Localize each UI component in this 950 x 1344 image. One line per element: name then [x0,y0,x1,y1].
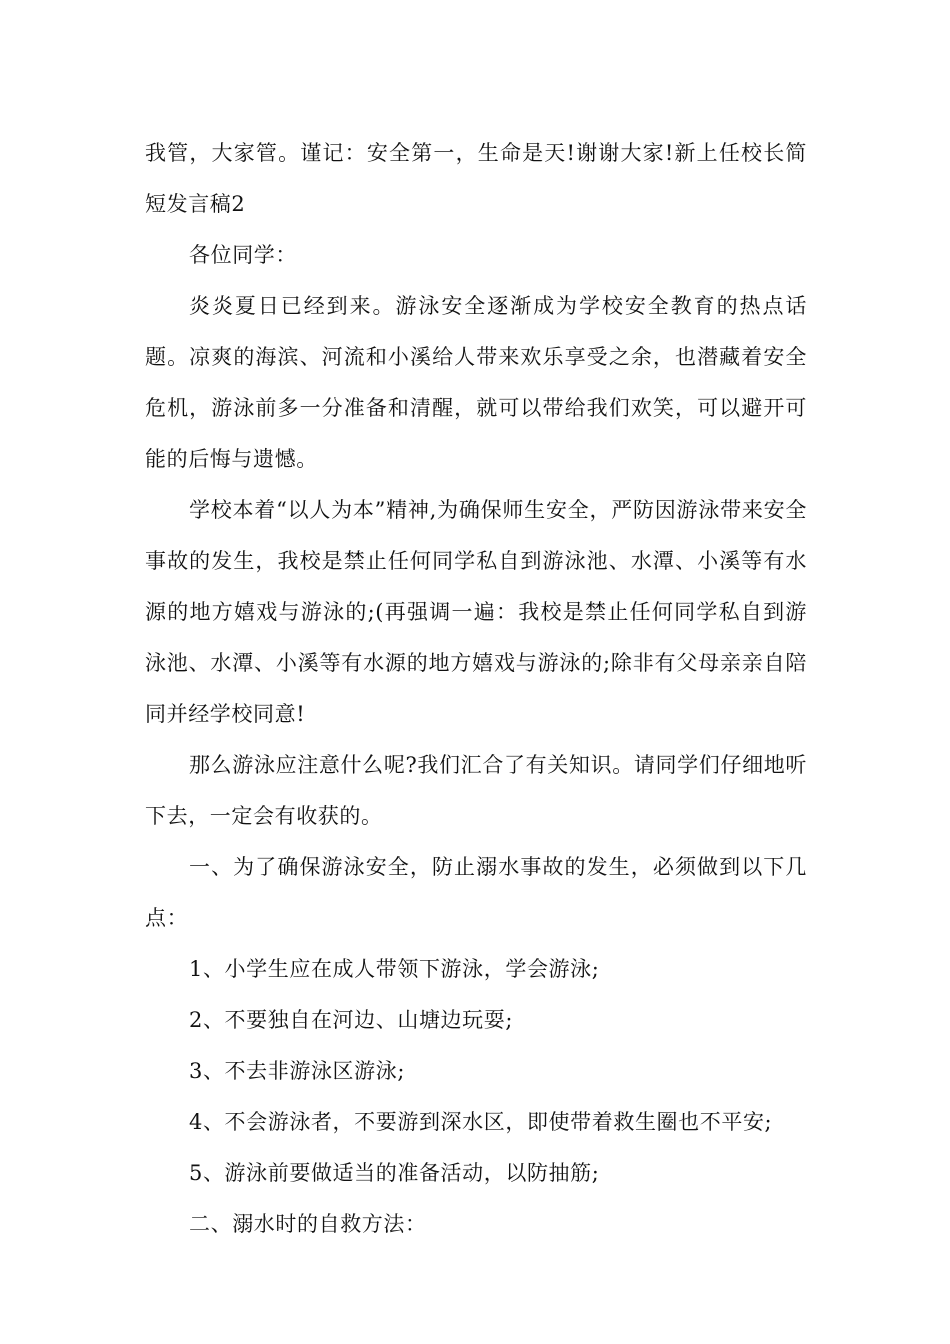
list-item: 2、不要独自在河边、山塘边玩耍; [189,1008,514,1032]
list-item: 3、不去非游泳区游泳; [189,1059,406,1083]
list-item: 4、不会游泳者，不要游到深水区，即使带着救生圈也不平安; [189,1110,773,1134]
list-item: 1、小学生应在成人带领下游泳，学会游泳; [189,957,600,981]
paragraph-summer-intro: 炎炎夏日已经到来。游泳安全逐渐成为学校安全教育的热点话题。凉爽的海滨、河流和小溪给人带来欢乐享受之余，也潜藏着安全危机，游泳前多一分准备和清醒，就可以带给我们欢笑，可以避开可能的后悔与遗憾。 [145,294,807,471]
list-item: 5、游泳前要做适当的准备活动，以防抽筋; [189,1161,600,1185]
paragraph-greeting: 各位同学： [189,243,297,267]
paragraph-knowledge-intro: 那么游泳应注意什么呢?我们汇合了有关知识。请同学们仔细地听下去，一定会有收获的。 [145,753,807,828]
paragraph-closing: 我管，大家管。谨记：安全第一，生命是天!谢谢大家!新上任校长简短发言稿2 [145,141,807,216]
section-heading-2: 二、溺水时的自救方法： [189,1212,427,1236]
paragraph-school-policy: 学校本着“以人为本”精神,为确保师生安全，严防因游泳带来安全事故的发生，我校是禁止任何同学私自到游泳池、水潭、小溪等有水源的地方嬉戏与游泳的;(再强调一遍：我校是禁止任何同学私自到游泳池、水潭、小溪等有水源的地方嬉戏与游泳的;除非有父母亲亲自陪同并经学校同意! [145,498,807,726]
document-body [145,128,807,1250]
section-heading-1: 一、为了确保游泳安全，防止溺水事故的发生，必须做到以下几点： [145,855,807,930]
